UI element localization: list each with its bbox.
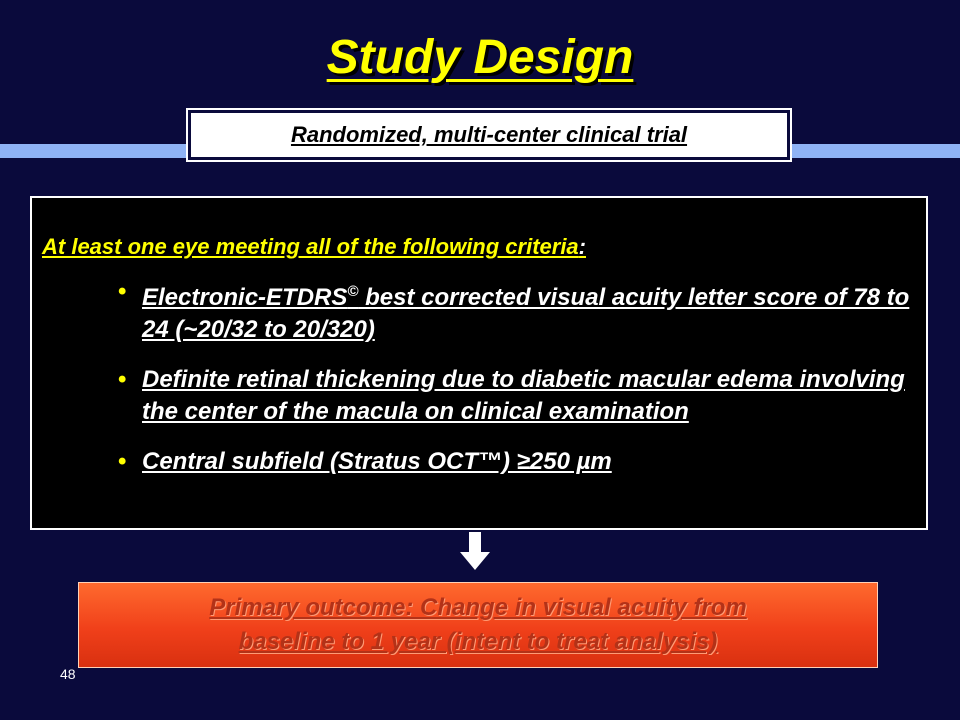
- criteria-heading-colon: :: [578, 234, 586, 259]
- criteria-heading-text: At least one eye meeting all of the following criteria: [42, 234, 579, 259]
- criteria-item: [112, 364, 912, 428]
- outcome-line-1: Primary outcome: Change in visual acuity from: [209, 594, 747, 621]
- outcome-line-2: baseline to 1 year (intent to treat analysis): [238, 628, 718, 655]
- bullet-icon: •: [118, 278, 127, 305]
- page-number: 48: [60, 666, 76, 682]
- accent-bar-left: [0, 144, 190, 158]
- slide-title: Study Design: [326, 31, 634, 84]
- down-arrow-icon: [460, 532, 490, 572]
- criteria-list: [112, 276, 912, 496]
- criteria-item: [112, 446, 912, 478]
- criteria-item: [112, 276, 912, 346]
- bullet-icon: •: [118, 448, 127, 475]
- criteria-item-text: Definite retinal thickening due to diabetic macular edema involving the center of the macula on clinical examination: [142, 366, 905, 425]
- bullet-icon: •: [118, 366, 127, 393]
- primary-outcome-box: [78, 582, 878, 668]
- subtitle-box: [188, 110, 790, 160]
- criteria-box: [30, 196, 928, 530]
- criteria-item-text: Central subfield (Stratus OCT™) ≥250 µm: [142, 448, 612, 475]
- criteria-heading: [42, 234, 586, 260]
- accent-bar-right: [790, 144, 960, 158]
- criteria-item-text: Electronic-ETDRS© best corrected visual acuity letter score of 78 to 24 (~20/32 to 20/320): [142, 283, 910, 343]
- subtitle: Randomized, multi-center clinical trial: [290, 122, 688, 147]
- primary-outcome-text: [209, 591, 746, 659]
